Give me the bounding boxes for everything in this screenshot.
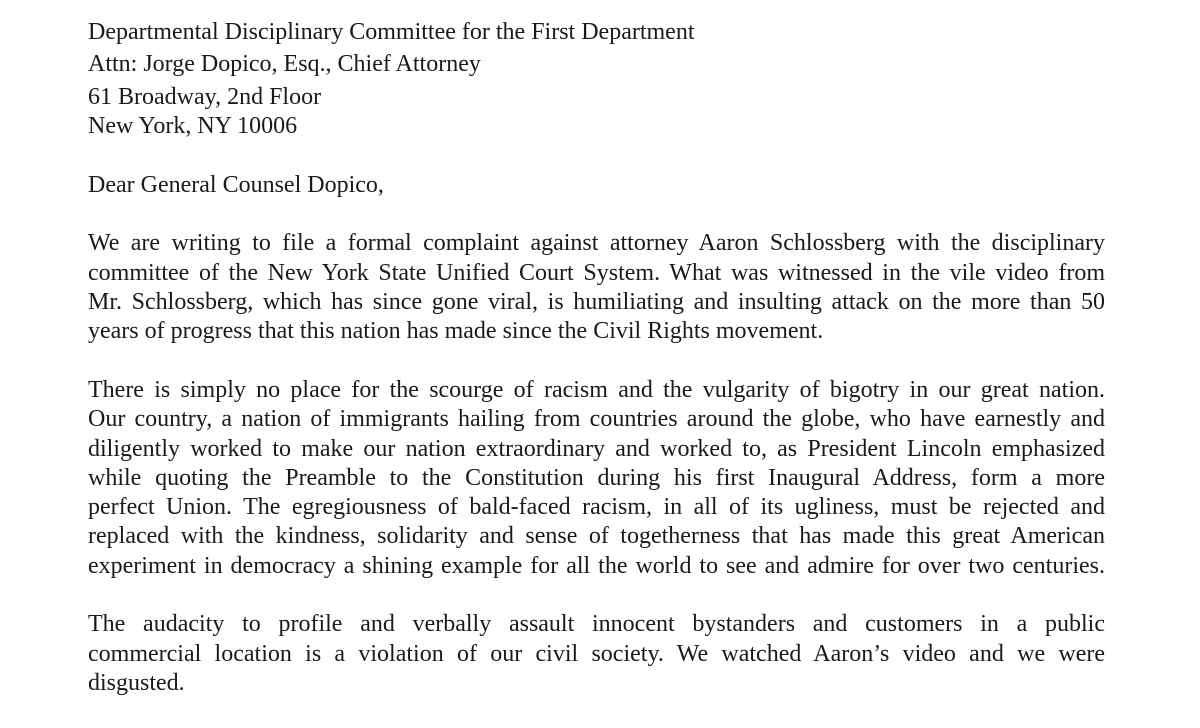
recipient-committee-name: Departmental Disciplinary Committee for the First Department	[88, 19, 695, 45]
paragraph-complaint-intro	[88, 229, 1105, 346]
paragraph-line: diligently worked to make our nation extraordinary and worked to, as President Lincoln emphasized	[88, 435, 1105, 462]
paragraph-line: Mr. Schlossberg, which has since gone viral, is humiliating and insulting attack on the more than 50	[88, 289, 1105, 316]
paragraph-racism-statement	[88, 376, 1105, 581]
recipient-street-address: 61 Broadway, 2nd Floor	[88, 84, 322, 111]
paragraph-line: We are writing to file a formal complaint against attorney Aaron Schlossberg with the disciplinary	[88, 230, 1105, 257]
paragraph-line: while quoting the Preamble to the Constitution during his first Inaugural Address, form a more	[88, 464, 1105, 491]
paragraph-line: years of progress that this nation has made since the Civil Rights movement.	[88, 318, 824, 345]
paragraph-line: There is simply no place for the scourge of racism and the vulgarity of bigotry in our great nation.	[88, 376, 1105, 403]
recipient-attention-line: Attn: Jorge Dopico, Esq., Chief Attorney	[88, 51, 481, 78]
paragraph-line: replaced with the kindness, solidarity and sense of togetherness that has made this great American	[88, 523, 1105, 550]
paragraph-line: disgusted.	[88, 669, 185, 696]
paragraph-line: The audacity to profile and verbally assault innocent bystanders and customers in a public	[88, 611, 1105, 638]
letter-page	[88, 18, 1105, 728]
paragraph-line: Our country, a nation of immigrants hailing from countries around the globe, who have earnestly and	[88, 406, 1105, 433]
recipient-address-block	[88, 18, 1105, 142]
recipient-city-state-zip: New York, NY 10006	[88, 113, 298, 140]
paragraph-line: perfect Union. The egregiousness of bald-faced racism, in all of its ugliness, must be rejected and	[88, 494, 1105, 521]
paragraph-line: commercial location is a violation of our civil society. We watched Aaron’s video and we were	[88, 640, 1105, 667]
paragraph-line: experiment in democracy a shining example for all the world to see and admire for over two centuries.	[88, 552, 1105, 579]
salutation: Dear General Counsel Dopico,	[88, 171, 384, 198]
paragraph-line: committee of the New York State Unified Court System. What was witnessed in the vile video from	[88, 259, 1105, 286]
paragraph-audacity-statement	[88, 610, 1105, 698]
